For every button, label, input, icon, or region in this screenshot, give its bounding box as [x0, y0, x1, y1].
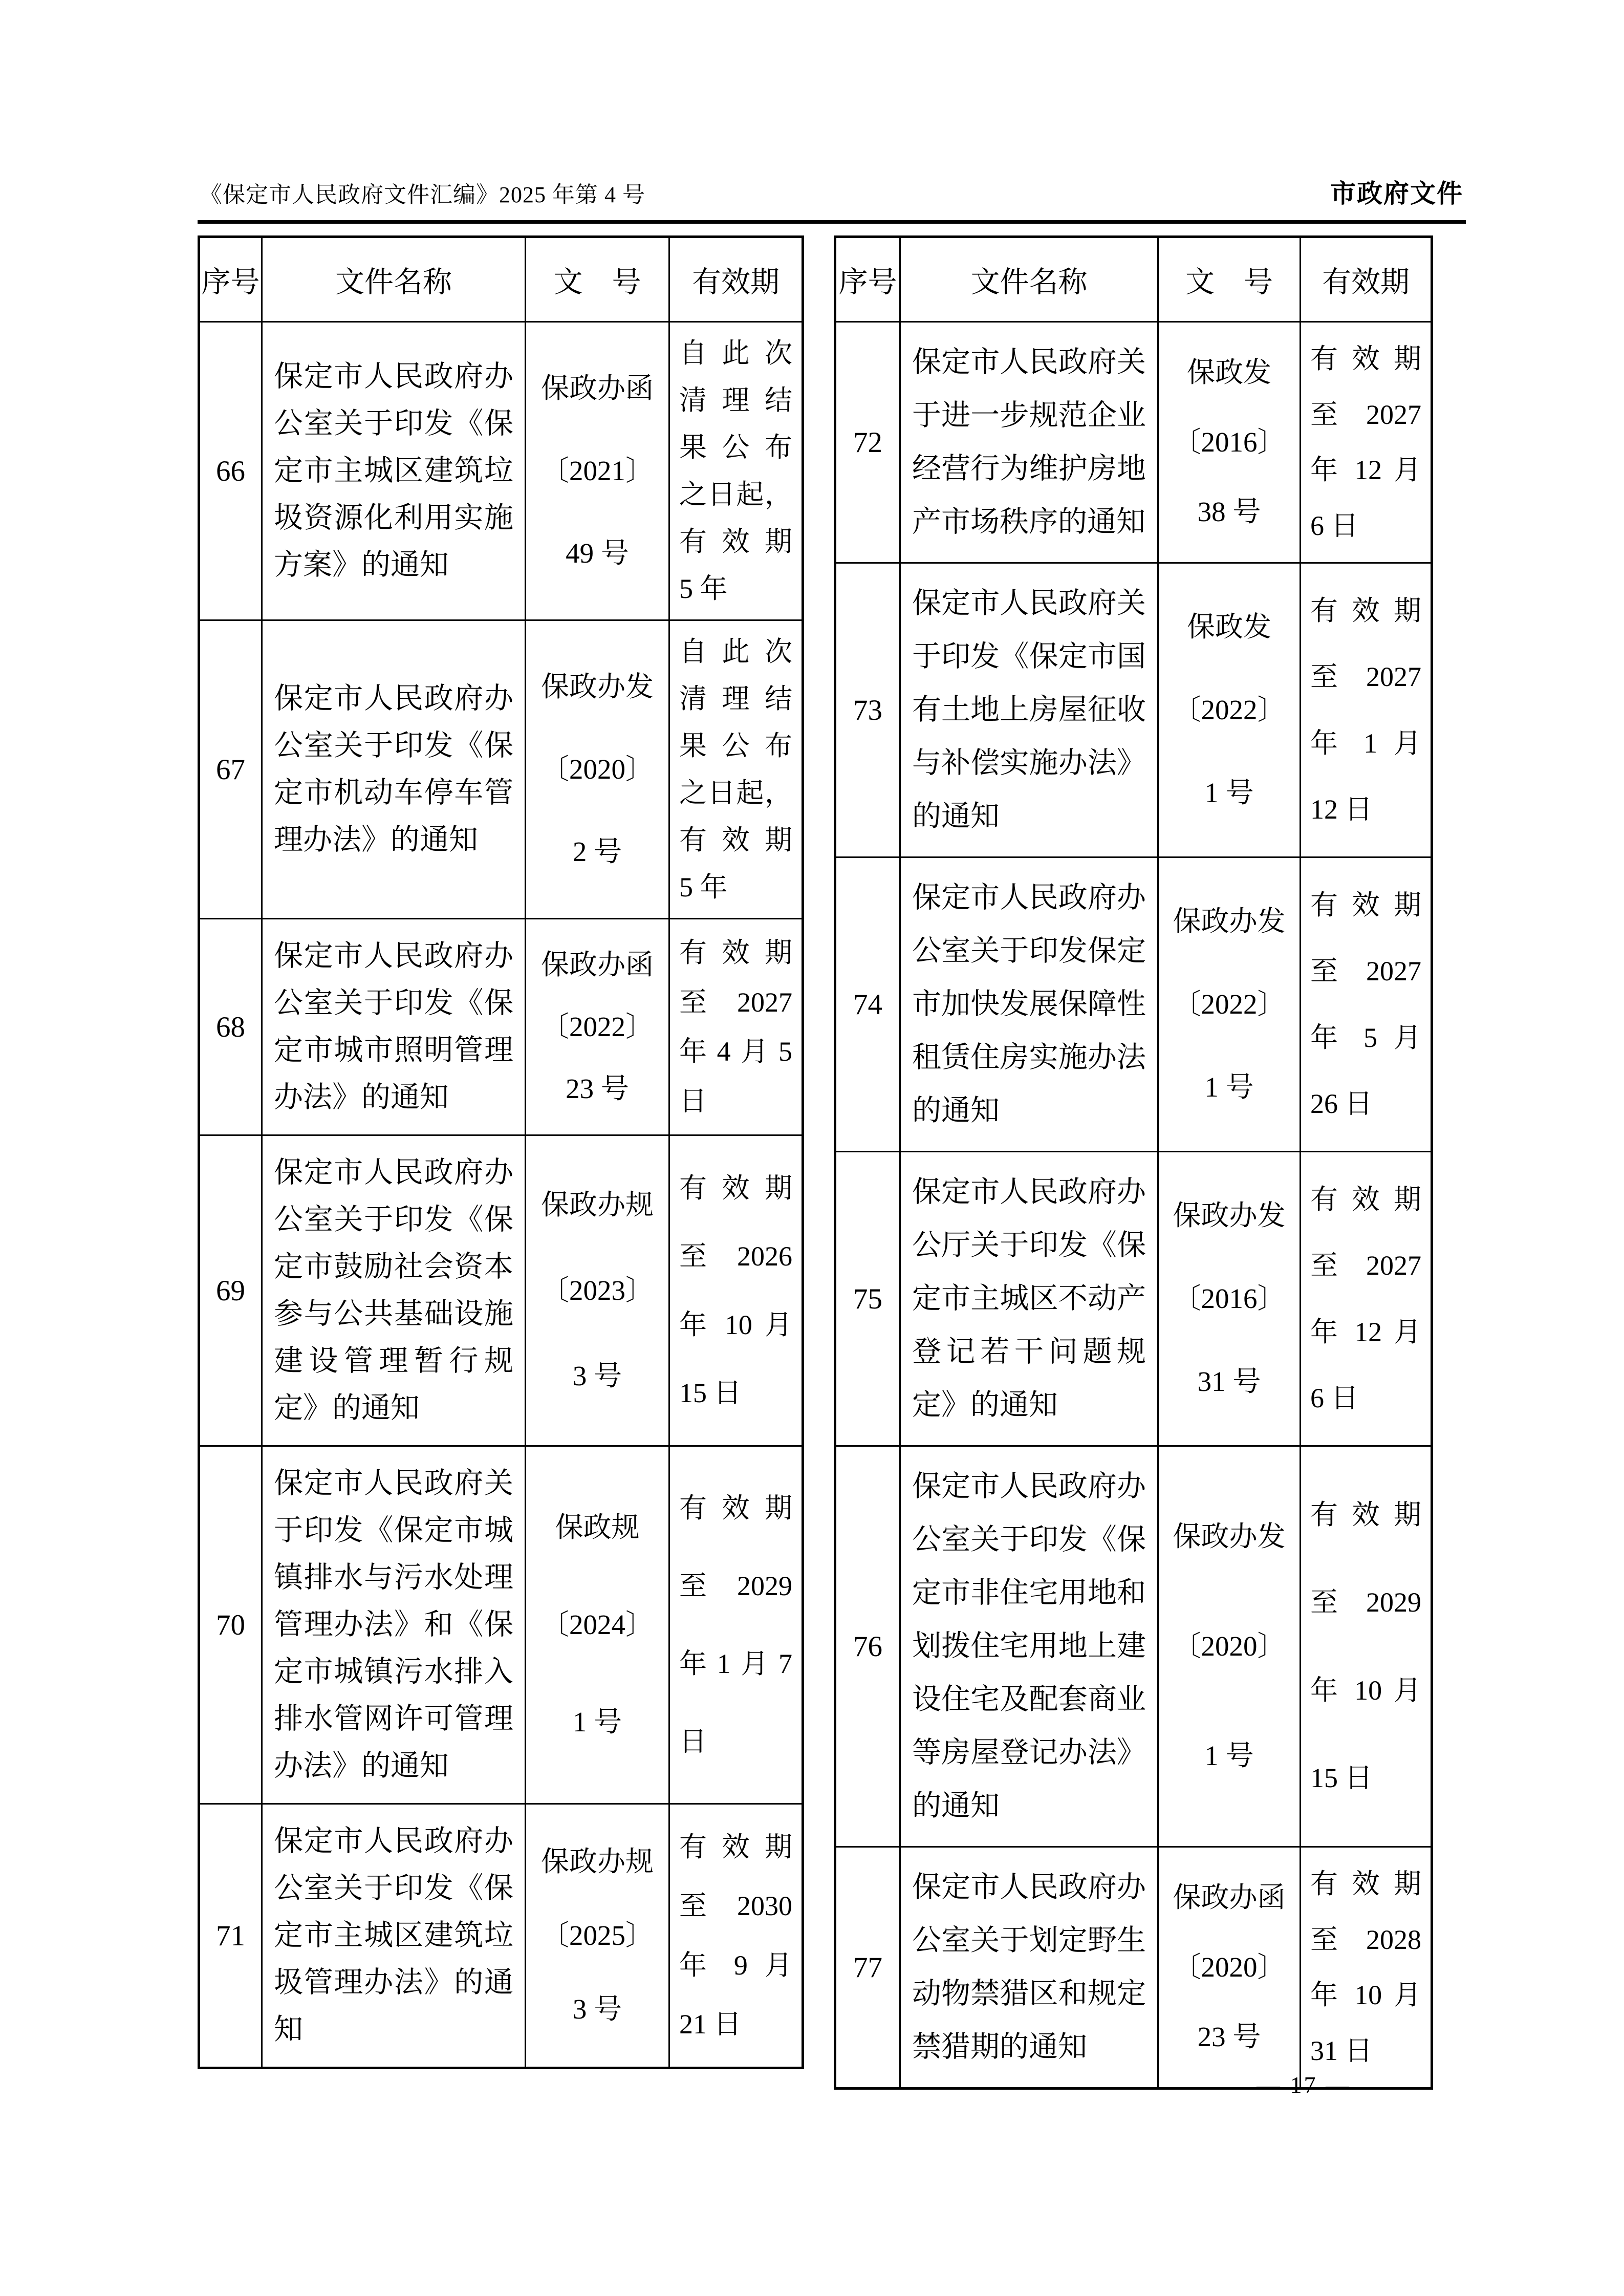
validity-line: 年1月7: [679, 1648, 792, 1679]
validity-line: 至 2027: [1310, 661, 1421, 693]
doc-number-cell: [526, 1447, 670, 1805]
doc-number-line: 〔2016〕: [1173, 426, 1286, 458]
validity-line: 15 日: [679, 1378, 742, 1409]
doc-number-line: 〔2021〕: [540, 455, 654, 486]
doc-number-line: 2 号: [572, 836, 622, 867]
title-cell: [263, 919, 526, 1136]
validity-line: 21 日: [679, 2008, 742, 2040]
document-title: 保定市人民政府办公室关于印发《保定市非住宅用地和划拨住宅用地上建设住宅及配套商业等房屋登记办法》的通知: [912, 1470, 1146, 1822]
validity-line: 15 日: [1310, 1762, 1373, 1793]
title-cell: [263, 621, 526, 919]
validity-line: 至 2030: [679, 1891, 792, 1922]
title-cell: [901, 1152, 1159, 1447]
document-title: 保定市人民政府关于进一步规范企业经营行为维护房地产市场秩序的通知: [912, 346, 1146, 538]
document-title: 保定市人民政府办公室关于划定野生动物禁猎区和规定禁猎期的通知: [912, 1871, 1146, 2063]
validity-line: 之日起，: [679, 479, 792, 510]
doc-number-line: 38 号: [1197, 496, 1261, 527]
validity-line: 有效期: [679, 1832, 792, 1863]
doc-number-line: 保政办发: [1173, 1200, 1286, 1231]
validity-line: 有效期: [679, 1172, 792, 1204]
row-number: 72: [836, 323, 901, 564]
document-title: 保定市人民政府关于印发《保定市城镇排水与污水处理管理办法》和《保定市城镇污水排入排水管网许可管理办法》的通知: [274, 1467, 513, 1782]
column-header-3: 有效期: [670, 238, 802, 323]
validity-cell: [670, 621, 802, 919]
validity-line: 至 2029: [1310, 1587, 1421, 1618]
doc-number-line: 保政发: [1186, 611, 1271, 642]
doc-number-line: 保政办函: [540, 373, 654, 404]
document-title: 保定市人民政府办公室关于印发《保定市鼓励社会资本参与公共基础设施建设管理暂行规定》的通知: [274, 1156, 513, 1424]
validity-line: 至 2027: [679, 986, 792, 1018]
doc-number-line: 〔2023〕: [540, 1275, 654, 1306]
header-rule: [198, 220, 1466, 224]
validity-line: 有效期: [1310, 1868, 1421, 1899]
validity-cell: [670, 1136, 802, 1447]
doc-number-cell: [1159, 1152, 1301, 1447]
validity-cell: [1301, 323, 1431, 564]
validity-line: 有效期: [1310, 1184, 1421, 1215]
validity-line: 5 年: [679, 573, 728, 604]
validity-line: 年 10 月: [1310, 1675, 1421, 1706]
validity-cell: [1301, 564, 1431, 858]
column-header-1: 文件名称: [263, 238, 526, 323]
doc-number-line: 〔2022〕: [1173, 694, 1286, 725]
row-number: 75: [836, 1152, 901, 1447]
validity-line: 自此次: [679, 636, 792, 667]
validity-line: 有效期: [1310, 595, 1421, 626]
doc-number-line: 保政办函: [1173, 1882, 1286, 1913]
validity-line: 有效期: [1310, 889, 1421, 920]
row-number: 66: [200, 323, 263, 621]
validity-line: 年 9 月: [679, 1949, 792, 1981]
column-header-0: 序号: [200, 238, 263, 323]
validity-line: 有效期: [679, 526, 792, 557]
validity-line: 6 日: [1310, 1383, 1359, 1414]
validity-line: 有效期: [679, 937, 792, 968]
row-number: 68: [200, 919, 263, 1136]
documents-table-left: [198, 235, 804, 2069]
title-cell: [263, 323, 526, 621]
document-title: 保定市人民政府办公室关于印发《保定市城市照明管理办法》的通知: [274, 940, 513, 1113]
validity-line: 至 2027: [1310, 956, 1421, 987]
row-number: 71: [200, 1805, 263, 2067]
doc-number-line: 1 号: [1204, 1071, 1254, 1103]
validity-line: 5 年: [679, 872, 728, 903]
tables-area: [198, 235, 1433, 2090]
doc-number-line: 保政办发: [1173, 906, 1286, 937]
validity-line: 年 5 月: [1310, 1022, 1421, 1053]
page-header: [200, 173, 1463, 210]
column-header-2: 文 号: [526, 238, 670, 323]
doc-number-line: 1 号: [1204, 777, 1254, 808]
validity-line: 有效期: [1310, 1499, 1421, 1531]
validity-line: 果公布: [679, 432, 792, 463]
title-cell: [901, 858, 1159, 1152]
row-number: 69: [200, 1136, 263, 1447]
row-number: 70: [200, 1447, 263, 1805]
validity-line: 至 2026: [679, 1241, 792, 1272]
validity-line: 12 日: [1310, 794, 1373, 825]
doc-number-line: 49 号: [566, 538, 629, 569]
row-number: 77: [836, 1848, 901, 2087]
document-title: 保定市人民政府办公室关于印发《保定市机动车停车管理办法》的通知: [274, 682, 513, 856]
row-number: 74: [836, 858, 901, 1152]
validity-cell: [670, 1447, 802, 1805]
validity-line: 至 2029: [679, 1571, 792, 1601]
doc-number-line: 〔2025〕: [540, 1920, 654, 1951]
title-cell: [901, 323, 1159, 564]
validity-line: 年 12 月: [1310, 455, 1421, 486]
validity-line: 之日起，: [679, 778, 792, 808]
validity-cell: [1301, 1848, 1431, 2087]
column-header-2: 文 号: [1159, 238, 1301, 323]
publication-title: 《保定市人民政府文件汇编》2025 年第 4 号: [200, 182, 645, 207]
validity-line: 有效期: [679, 825, 792, 855]
doc-number-line: 23 号: [1197, 2021, 1261, 2052]
doc-number-line: 〔2020〕: [540, 754, 654, 785]
validity-line: 年 10 月: [1310, 1980, 1421, 2011]
validity-line: 有效期: [1310, 343, 1421, 374]
doc-number-cell: [1159, 858, 1301, 1152]
validity-cell: [670, 323, 802, 621]
validity-line: 31 日: [1310, 2035, 1373, 2067]
document-title: 保定市人民政府办公室关于印发保定市加快发展保障性租赁住房实施办法的通知: [912, 882, 1146, 1127]
doc-number-line: 保政办规: [540, 1846, 654, 1877]
doc-number-cell: [526, 919, 670, 1136]
validity-line: 年 12 月: [1310, 1316, 1421, 1347]
validity-cell: [670, 919, 802, 1136]
document-title: 保定市人民政府办公室关于印发《保定市主城区建筑垃圾管理办法》的通知: [274, 1825, 513, 2046]
doc-number-cell: [1159, 323, 1301, 564]
validity-line: 26 日: [1310, 1088, 1373, 1120]
validity-line: 有效期: [679, 1493, 792, 1523]
validity-cell: [1301, 1152, 1431, 1447]
validity-line: 至 2027: [1310, 399, 1421, 430]
validity-line: 日: [679, 1726, 707, 1757]
doc-number-line: 31 号: [1197, 1366, 1261, 1397]
validity-line: 年 10 月: [679, 1309, 792, 1340]
document-title: 保定市人民政府办公厅关于印发《保定市主城区不动产登记若干问题规定》的通知: [912, 1176, 1146, 1421]
doc-number-line: 保政发: [1186, 357, 1271, 388]
doc-number-line: 1 号: [572, 1706, 622, 1737]
doc-number-line: 3 号: [572, 1360, 622, 1391]
doc-number-line: 〔2024〕: [540, 1609, 654, 1640]
doc-number-line: 〔2022〕: [1173, 989, 1286, 1020]
documents-table-right: [834, 235, 1433, 2090]
validity-line: 清理结: [679, 385, 792, 416]
doc-number-cell: [1159, 564, 1301, 858]
document-title: 保定市人民政府办公室关于印发《保定市主城区建筑垃圾资源化利用实施方案》的通知: [274, 360, 513, 581]
doc-number-line: 保政规: [555, 1512, 640, 1543]
doc-number-line: 3 号: [572, 1993, 622, 2025]
doc-number-cell: [526, 621, 670, 919]
column-header-0: 序号: [836, 238, 901, 323]
page-number: — 17 —: [1257, 2072, 1351, 2098]
doc-number-line: 〔2020〕: [1173, 1630, 1286, 1662]
validity-line: 自此次: [679, 338, 792, 369]
title-cell: [263, 1136, 526, 1447]
title-cell: [263, 1805, 526, 2067]
validity-line: 至 2028: [1310, 1924, 1421, 1955]
validity-line: 年 1 月: [1310, 727, 1421, 759]
title-cell: [901, 564, 1159, 858]
title-cell: [901, 1848, 1159, 2087]
title-cell: [263, 1447, 526, 1805]
row-number: 73: [836, 564, 901, 858]
column-header-3: 有效期: [1301, 238, 1431, 323]
validity-cell: [1301, 858, 1431, 1152]
doc-number-line: 23 号: [566, 1073, 629, 1104]
doc-number-line: 〔2022〕: [540, 1011, 654, 1042]
row-number: 67: [200, 621, 263, 919]
column-header-1: 文件名称: [901, 238, 1159, 323]
validity-cell: [670, 1805, 802, 2067]
doc-number-line: 保政办函: [540, 949, 654, 980]
doc-number-cell: [526, 1136, 670, 1447]
validity-line: 果公布: [679, 731, 792, 761]
validity-line: 至 2027: [1310, 1250, 1421, 1281]
doc-number-line: 〔2016〕: [1173, 1283, 1286, 1314]
validity-cell: [1301, 1447, 1431, 1848]
doc-number-cell: [1159, 1447, 1301, 1848]
doc-number-line: 保政办规: [540, 1189, 654, 1220]
title-cell: [901, 1447, 1159, 1848]
doc-number-cell: [526, 1805, 670, 2067]
document-title: 保定市人民政府关于印发《保定市国有土地上房屋征收与补偿实施办法》的通知: [912, 587, 1146, 832]
doc-number-cell: [1159, 1848, 1301, 2087]
validity-line: 清理结: [679, 683, 792, 714]
section-label: 市政府文件: [1330, 179, 1463, 208]
doc-number-cell: [526, 323, 670, 621]
doc-number-line: 保政办发: [540, 671, 654, 702]
validity-line: 年4月5: [679, 1036, 792, 1067]
validity-line: 6 日: [1310, 510, 1359, 542]
row-number: 76: [836, 1447, 901, 1848]
doc-number-line: 〔2020〕: [1173, 1951, 1286, 1983]
doc-number-line: 1 号: [1204, 1740, 1254, 1771]
validity-line: 日: [679, 1086, 707, 1117]
doc-number-line: 保政办发: [1173, 1521, 1286, 1552]
